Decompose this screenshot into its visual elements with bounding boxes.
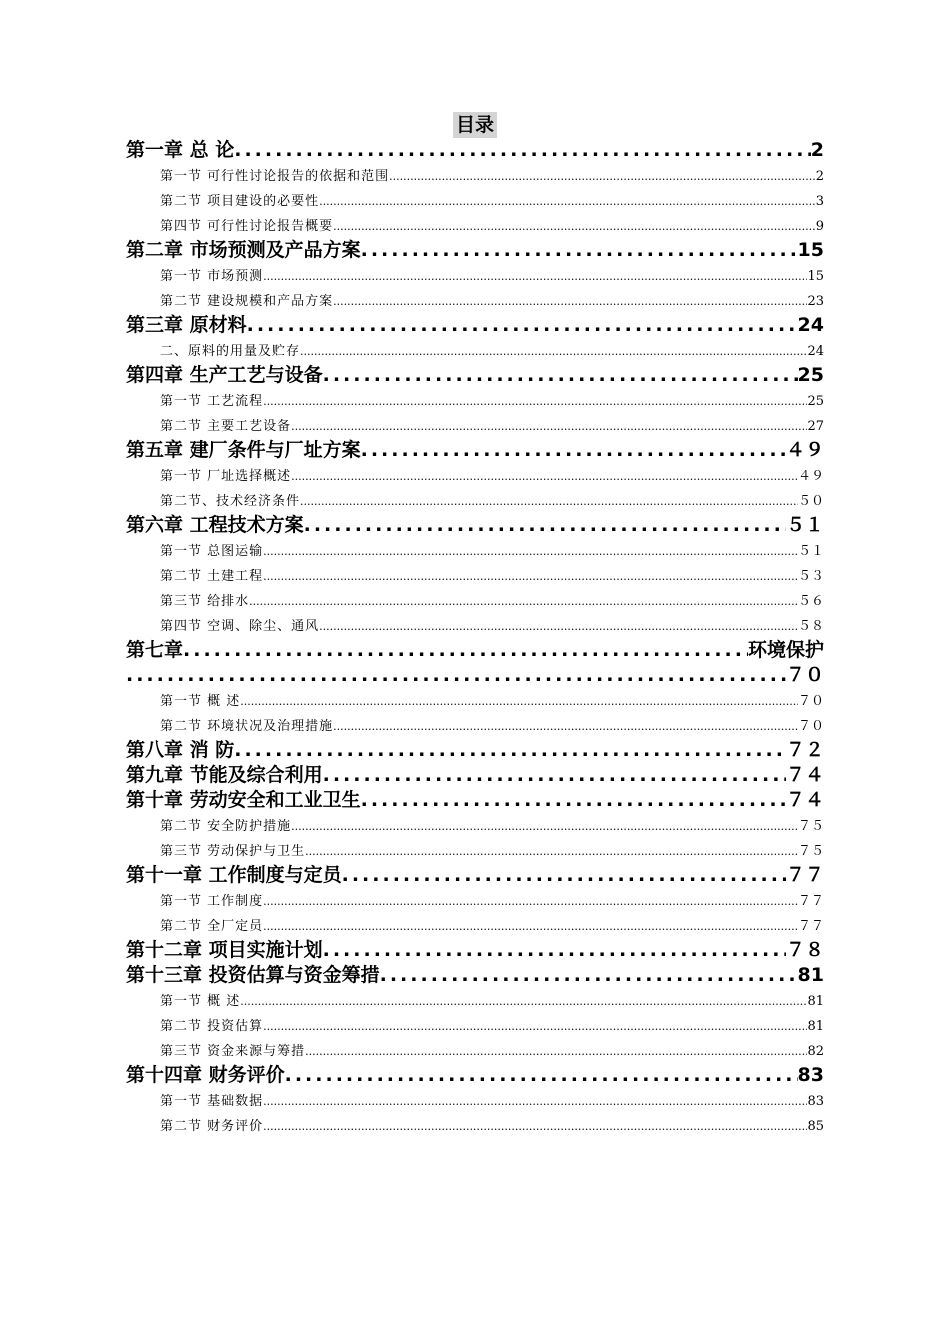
leader-dots — [285, 1063, 798, 1088]
leader-dots — [263, 891, 798, 913]
toc-page-number: 2 — [815, 169, 824, 184]
table-of-contents — [126, 138, 824, 1138]
toc-chapter[interactable] — [126, 863, 824, 888]
toc-label: 第二节 安全防护措施 — [160, 819, 292, 834]
leader-dots — [319, 616, 798, 638]
toc-page-number: 25 — [807, 394, 824, 409]
leader-dots — [263, 1091, 807, 1113]
toc-page-number: ７０ — [797, 719, 824, 734]
leader-dots — [300, 491, 798, 513]
toc-label: 第二节、技术经济条件 — [160, 494, 301, 509]
leader-dots — [333, 716, 798, 738]
toc-label: 第二节 土建工程 — [160, 569, 264, 584]
toc-chapter[interactable] — [126, 788, 824, 813]
toc-chapter[interactable] — [126, 363, 824, 388]
toc-label: 第十二章 项目实施计划 — [126, 939, 323, 961]
toc-page-number: 24 — [807, 344, 824, 359]
toc-page-number: 83 — [797, 1064, 824, 1086]
toc-label: 第二节 财务评价 — [160, 1119, 264, 1134]
toc-page-number: ５６ — [797, 594, 824, 609]
leader-dots — [240, 991, 807, 1013]
toc-chapter[interactable] — [126, 763, 824, 788]
toc-section[interactable] — [126, 388, 824, 413]
toc-chapter[interactable] — [126, 963, 824, 988]
toc-section[interactable] — [126, 713, 824, 738]
leader-dots — [319, 191, 816, 213]
toc-page-number: 环境保护 — [747, 639, 824, 661]
toc-label: 第二节 投资估算 — [160, 1019, 264, 1034]
leader-dots — [305, 841, 798, 863]
leader-dots — [240, 691, 798, 713]
toc-chapter[interactable] — [126, 513, 824, 538]
toc-page-number: ７７ — [797, 894, 824, 909]
toc-label: 第二章 市场预测及产品方案 — [126, 239, 361, 261]
toc-page-number: ５１ — [797, 544, 824, 559]
toc-page-number: ５０ — [797, 494, 824, 509]
leader-dots — [263, 391, 807, 413]
toc-label: 第四节 可行性讨论报告概要 — [160, 219, 334, 234]
leader-dots — [323, 363, 798, 388]
toc-page-number: 82 — [807, 1044, 824, 1059]
leader-dots — [389, 166, 816, 188]
toc-label: 第一节 可行性讨论报告的依据和范围 — [160, 169, 390, 184]
toc-section[interactable] — [126, 1088, 824, 1113]
leader-dots — [263, 566, 798, 588]
toc-section[interactable] — [126, 463, 824, 488]
toc-label: 第三章 原材料 — [126, 314, 247, 336]
toc-page-number: 15 — [797, 239, 824, 261]
leader-dots — [300, 341, 807, 363]
toc-page-number: 81 — [807, 1019, 824, 1034]
toc-page-number: ７０ — [785, 664, 824, 686]
leader-dots — [380, 963, 798, 988]
toc-section[interactable] — [126, 213, 824, 238]
leader-dots — [234, 138, 811, 163]
toc-label: 第一章 总 论 — [126, 139, 235, 161]
toc-section[interactable] — [126, 1038, 824, 1063]
leader-dots — [304, 513, 786, 538]
toc-chapter[interactable] — [126, 313, 824, 338]
toc-page-number: ７７ — [785, 864, 824, 886]
toc-section[interactable] — [126, 488, 824, 513]
leader-dots — [263, 1116, 807, 1138]
toc-label: 第一节 基础数据 — [160, 1094, 264, 1109]
toc-section[interactable] — [126, 988, 824, 1013]
toc-chapter[interactable] — [126, 438, 824, 463]
leader-dots — [126, 663, 786, 688]
toc-label: 第三节 劳动保护与卫生 — [160, 844, 306, 859]
toc-section[interactable] — [126, 288, 824, 313]
toc-label: 第一节 市场预测 — [160, 269, 264, 284]
toc-section[interactable] — [126, 263, 824, 288]
toc-section[interactable] — [126, 163, 824, 188]
toc-title-wrap — [0, 112, 950, 138]
toc-page-number: ５１ — [785, 514, 824, 536]
toc-label: 第十四章 财务评价 — [126, 1064, 285, 1086]
leader-dots — [263, 266, 807, 288]
toc-page-number: ７２ — [785, 739, 824, 761]
toc-page-number: ４９ — [785, 439, 824, 461]
leader-dots — [263, 541, 798, 563]
toc-label: 第二节 环境状况及治理措施 — [160, 719, 334, 734]
toc-page-number: ７８ — [785, 939, 824, 961]
leader-dots — [323, 763, 786, 788]
toc-label: 第二节 建设规模和产品方案 — [160, 294, 334, 309]
toc-title: 目录 — [453, 112, 497, 138]
toc-label: 第十章 劳动安全和工业卫生 — [126, 789, 361, 811]
leader-dots — [361, 238, 798, 263]
leader-dots — [333, 291, 807, 313]
leader-dots — [323, 938, 786, 963]
toc-label: 第四章 生产工艺与设备 — [126, 364, 323, 386]
toc-section[interactable] — [126, 838, 824, 863]
toc-page-number: ７５ — [797, 844, 824, 859]
toc-label: 第二节 全厂定员 — [160, 919, 264, 934]
toc-label: 第四节 空调、除尘、通风 — [160, 619, 320, 634]
toc-chapter[interactable] — [126, 138, 824, 163]
toc-label: 第一节 总图运输 — [160, 544, 264, 559]
toc-page-number: ５８ — [797, 619, 824, 634]
toc-page-number: ７０ — [797, 694, 824, 709]
toc-chapter-continuation[interactable] — [126, 663, 824, 688]
toc-label: 第五章 建厂条件与厂址方案 — [126, 439, 361, 461]
leader-dots — [305, 1041, 807, 1063]
toc-page-number: 3 — [815, 194, 824, 209]
toc-page-number: 15 — [807, 269, 824, 284]
toc-label: 第三节 给排水 — [160, 594, 250, 609]
toc-chapter[interactable] — [126, 238, 824, 263]
toc-page-number: 2 — [810, 139, 824, 161]
toc-page-number: 27 — [807, 419, 824, 434]
toc-chapter[interactable] — [126, 738, 824, 763]
toc-section[interactable] — [126, 413, 824, 438]
toc-page-number: 83 — [807, 1094, 824, 1109]
toc-label: 第三节 资金来源与筹措 — [160, 1044, 306, 1059]
leader-dots — [249, 591, 798, 613]
toc-section[interactable] — [126, 813, 824, 838]
toc-section[interactable] — [126, 338, 824, 363]
leader-dots — [342, 863, 786, 888]
toc-chapter[interactable] — [126, 938, 824, 963]
toc-label: 第一节 工作制度 — [160, 894, 264, 909]
toc-label: 第六章 工程技术方案 — [126, 514, 304, 536]
toc-label: 第一节 概 述 — [160, 994, 241, 1009]
toc-label: 第二节 主要工艺设备 — [160, 419, 292, 434]
leader-dots — [263, 916, 798, 938]
toc-label: 第一节 工艺流程 — [160, 394, 264, 409]
leader-dots — [333, 216, 816, 238]
toc-page-number: ７７ — [797, 919, 824, 934]
toc-chapter[interactable] — [126, 638, 824, 663]
toc-label: 二、原料的用量及贮存 — [160, 344, 301, 359]
toc-section[interactable] — [126, 613, 824, 638]
leader-dots — [247, 313, 798, 338]
toc-section[interactable] — [126, 538, 824, 563]
toc-section[interactable] — [126, 588, 824, 613]
leader-dots — [234, 738, 786, 763]
leader-dots — [291, 466, 798, 488]
toc-section[interactable] — [126, 188, 824, 213]
toc-label: 第十一章 工作制度与定员 — [126, 864, 342, 886]
toc-label: 第一节 厂址选择概述 — [160, 469, 292, 484]
toc-label: 第二节 项目建设的必要性 — [160, 194, 320, 209]
toc-page-number: ４９ — [797, 469, 824, 484]
toc-page-number: 81 — [797, 964, 824, 986]
toc-page-number: ７５ — [797, 819, 824, 834]
toc-label: 第九章 节能及综合利用 — [126, 764, 323, 786]
toc-label: 第十三章 投资估算与资金筹措 — [126, 964, 380, 986]
toc-section[interactable] — [126, 688, 824, 713]
toc-page-number: 23 — [807, 294, 824, 309]
toc-chapter[interactable] — [126, 1063, 824, 1088]
toc-page-number: 24 — [797, 314, 824, 336]
leader-dots — [291, 416, 807, 438]
leader-dots — [183, 638, 748, 663]
toc-page-number: 9 — [815, 219, 824, 234]
leader-dots — [291, 816, 798, 838]
leader-dots — [361, 788, 786, 813]
toc-label: 第八章 消 防 — [126, 739, 235, 761]
toc-page-number: ５３ — [797, 569, 824, 584]
toc-label: 第七章 — [126, 639, 184, 661]
toc-section[interactable] — [126, 1013, 824, 1038]
leader-dots — [361, 438, 786, 463]
toc-section[interactable] — [126, 913, 824, 938]
toc-section[interactable] — [126, 1113, 824, 1138]
toc-label: 第一节 概 述 — [160, 694, 241, 709]
toc-page-number: 81 — [807, 994, 824, 1009]
toc-page-number: ７４ — [785, 764, 824, 786]
leader-dots — [263, 1016, 807, 1038]
toc-page-number: 25 — [797, 364, 824, 386]
toc-section[interactable] — [126, 563, 824, 588]
toc-section[interactable] — [126, 888, 824, 913]
toc-page-number: 85 — [807, 1119, 824, 1134]
toc-page-number: ７４ — [785, 789, 824, 811]
